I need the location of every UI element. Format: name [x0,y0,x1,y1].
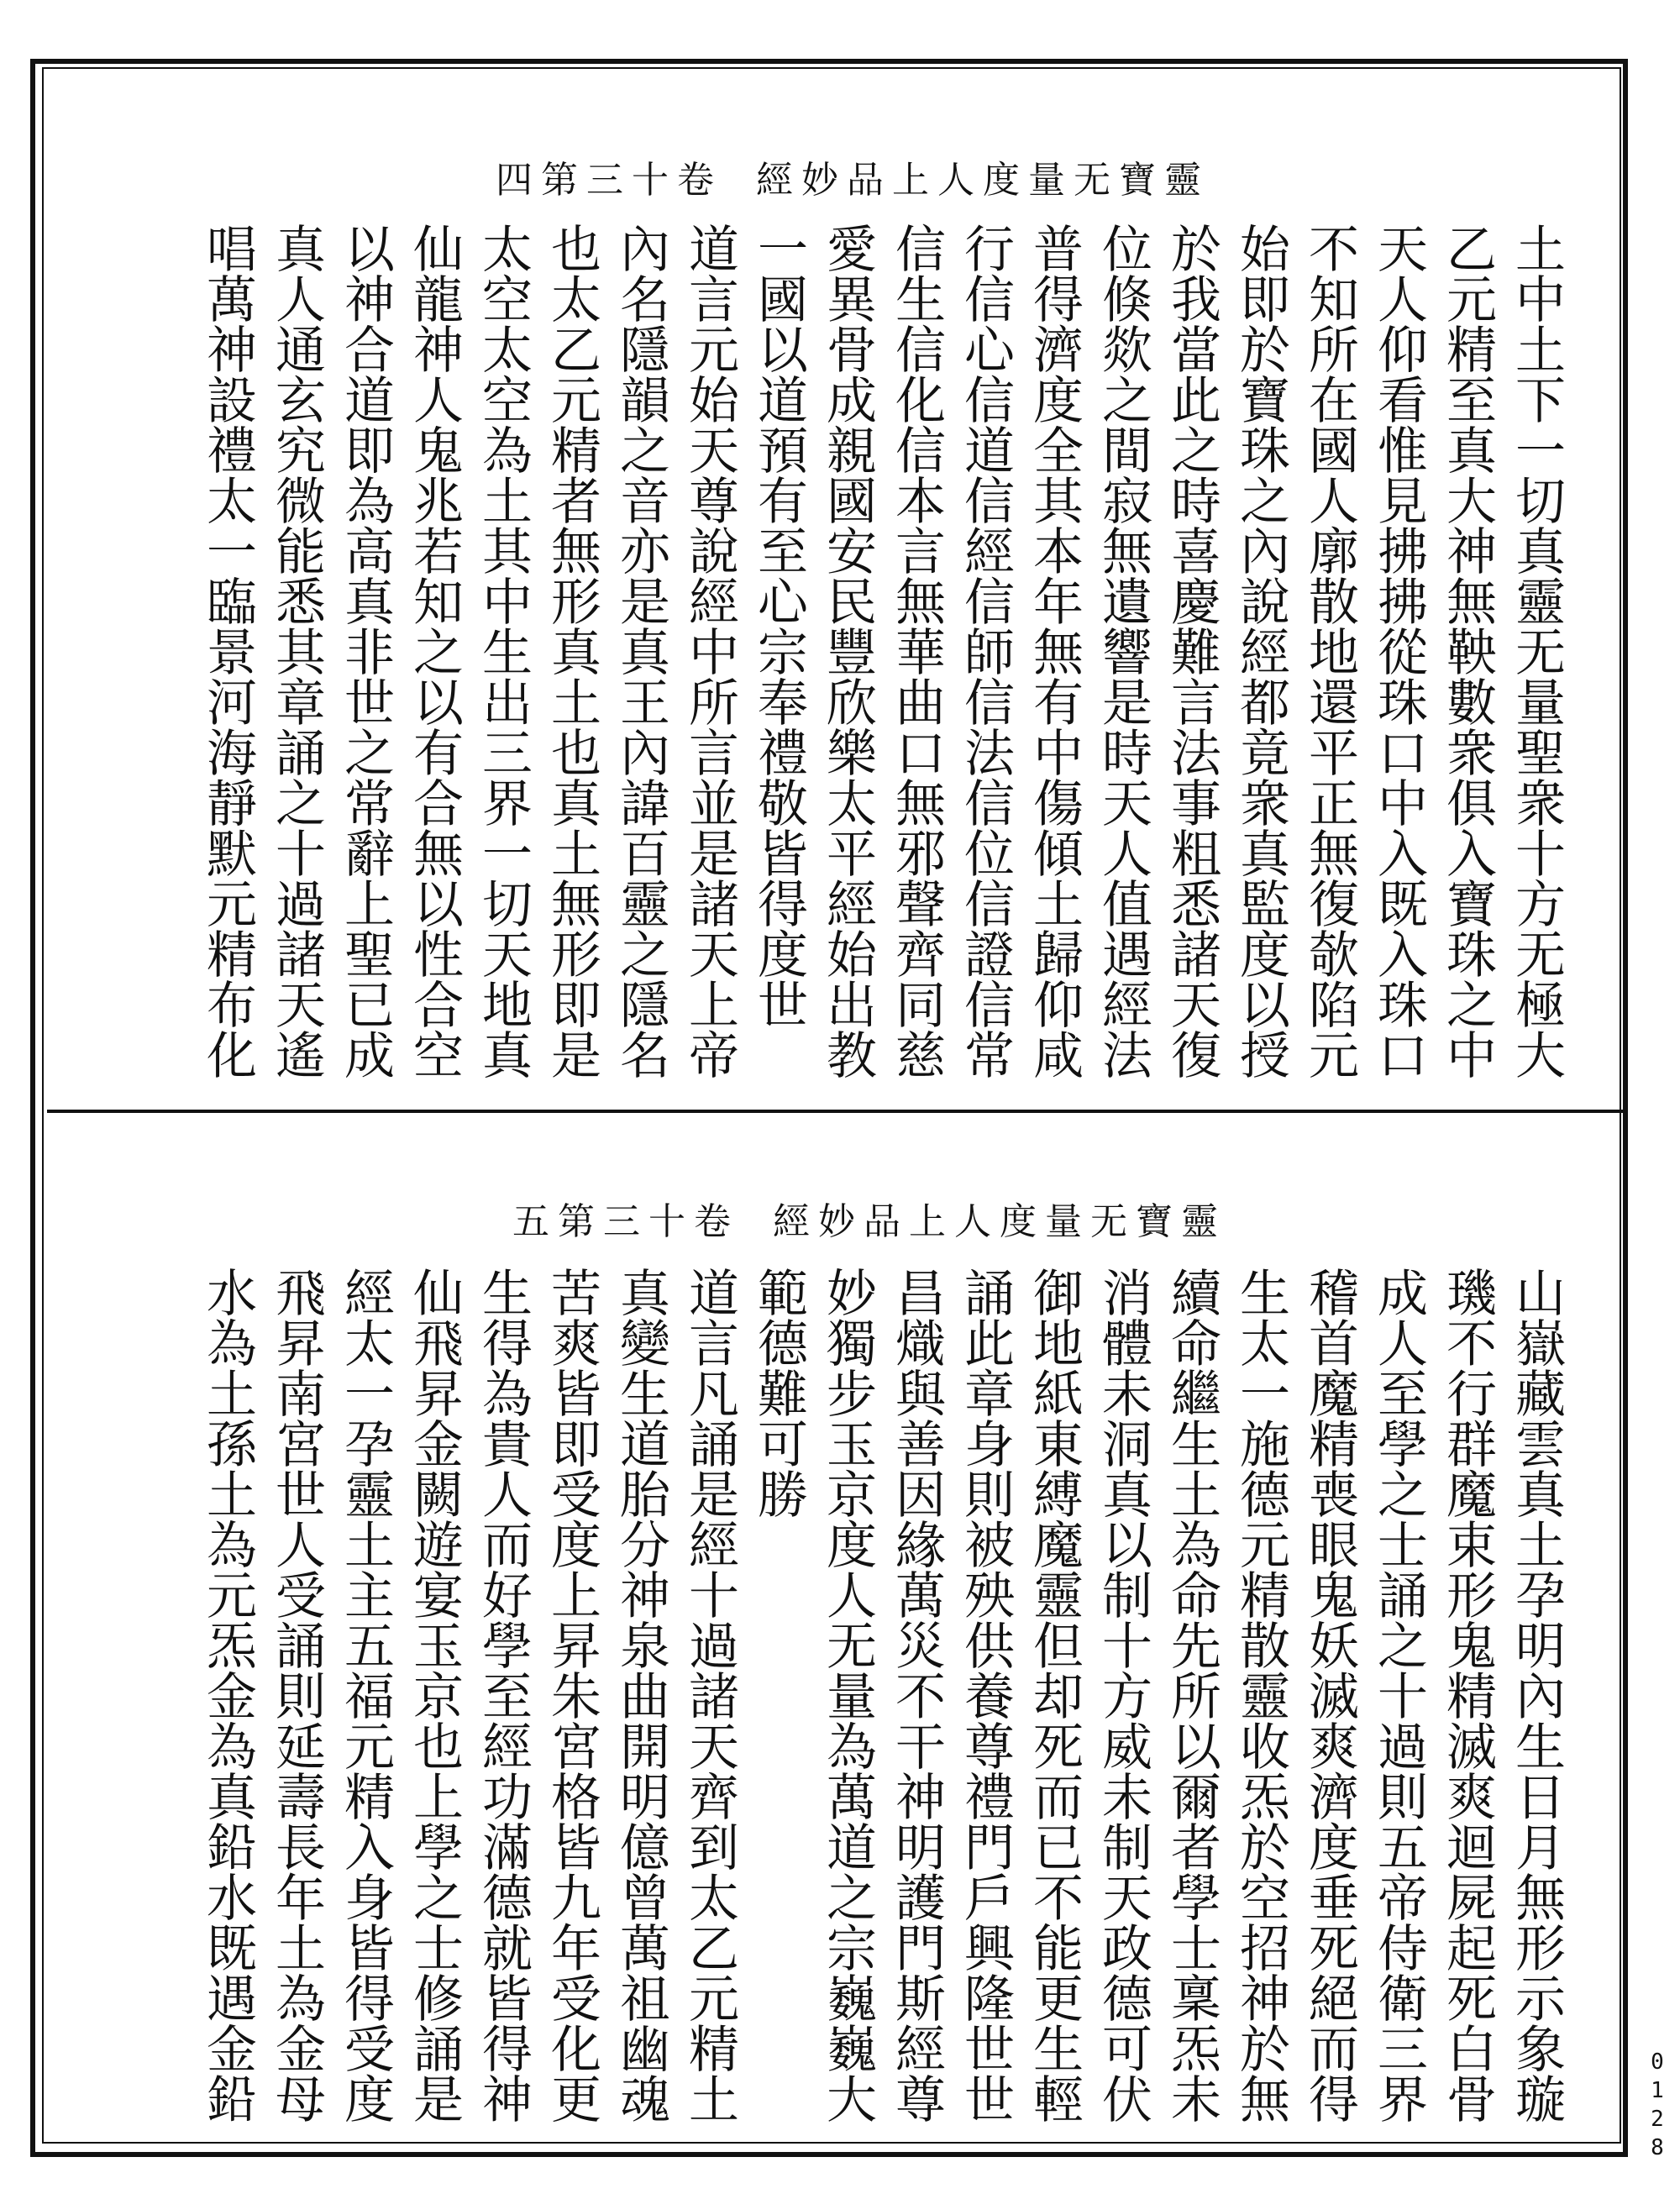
text-column: 一國以道預有至心宗奉禮敬皆得度世 [749,223,808,1029]
text-column: 道言凡誦是經十過諸天齊到太乙元精土 [680,1267,739,2123]
text-column: 太空太空為土其中生出三界一切天地真 [474,223,533,1079]
page-header [512,1191,1226,1245]
text-column: 真變生道胎分神泉曲開明億曾萬祖幽魂 [612,1267,670,2123]
text-column: 誦此章身則被殃供養尊禮門戶興隆世世 [956,1267,1015,2123]
text-column: 普得濟度全其本年無有中傷傾土歸仰咸 [1025,223,1084,1079]
text-column: 妙獨步玉京度人无量為萬道之宗巍巍大 [818,1267,877,2123]
page-divider [47,1110,1623,1113]
text-column: 昌熾與善因緣萬災不干神明護門斯經尊 [887,1267,946,2123]
text-column: 仙龍神人鬼兆若知之以有合無以性合空 [405,223,464,1079]
header-title: 靈寶无量度人上品妙經 [756,159,1210,202]
text-column: 仙飛昇金闕遊宴玉京也上學之士修誦是 [405,1267,464,2123]
text-column: 內名隱韻之音亦是真王內諱百靈之隱名 [612,223,670,1079]
text-column: 愛異骨成親國安民豐欣樂太平經始出教 [818,223,877,1079]
text-column: 不知所在國人廓散地還平正無復欹陷元 [1300,223,1359,1079]
text-column: 成人至學之士誦之十過則五帝侍衛三界 [1369,1267,1428,2123]
sheet-number: 0128 [1645,2049,1670,2164]
text-column: 位倏欻之間寂無遺響是時天人值遇經法 [1094,223,1152,1079]
text-column: 也太乙元精者無形真土也真土無形即是 [543,223,601,1079]
text-column: 續命繼生土為命先所以爾者學士稟炁未 [1163,1267,1221,2123]
text-column: 山嶽藏雲真土孕明內生日月無形示象璇 [1507,1267,1566,2123]
text-column: 信生信化信本言無華曲口無邪聲齊同慈 [887,223,946,1079]
text-column: 經太一孕靈土主五福元精入身皆得受度 [336,1267,395,2123]
text-column: 璣不行群魔束形鬼精滅爽迴屍起死白骨 [1438,1267,1497,2123]
text-column: 乙元精至真大神無鞅數衆俱入寶珠之中 [1438,223,1497,1079]
text-column: 土中土下一切真靈无量聖衆十方无極大 [1507,223,1566,1079]
text-column: 道言元始天尊說經中所言並是諸天上帝 [680,223,739,1079]
page-header [496,150,1210,203]
page-bottom [50,1115,1621,2147]
text-column: 天人仰看惟見拂拂從珠口中入既入珠口 [1369,223,1428,1079]
header-volume: 卷十三第五 [512,1200,739,1243]
text-column: 消體未洞真以制十方威未制天政德可伏 [1094,1267,1152,2123]
text-column: 始即於寶珠之內說經都竟衆真監度以授 [1231,223,1290,1079]
header-title: 靈寶无量度人上品妙經 [773,1200,1226,1243]
text-body [193,1267,1571,2123]
text-column: 苦爽皆即受度上昇朱宮格皆九年受化更 [543,1267,601,2123]
page-top [50,76,1621,1107]
header-volume: 卷十三第四 [496,159,722,202]
text-column: 真人通玄究微能悉其章誦之十過諸天遙 [267,223,326,1079]
text-column: 御地紙東縛魔靈但却死而已不能更生輕 [1025,1267,1084,2123]
text-column: 以神合道即為高真非世之常辭上聖已成 [336,223,395,1079]
text-column: 飛昇南宮世人受誦則延壽長年土為金母 [267,1267,326,2123]
text-column: 行信心信道信經信師信法信位信證信常 [956,223,1015,1079]
text-column: 於我當此之時喜慶難言法事粗悉諸天復 [1163,223,1221,1079]
text-column: 生得為貴人而好學至經功滿德就皆得神 [474,1267,533,2123]
text-column: 生太一施德元精散靈收炁於空招神於無 [1231,1267,1290,2123]
text-column: 唱萬神設禮太一臨景河海靜默元精布化 [198,223,257,1079]
text-column: 稽首魔精喪眼鬼妖滅爽濟度垂死絕而得 [1300,1267,1359,2123]
text-column: 範德難可勝 [749,1267,808,1519]
text-column: 水為土孫土為元炁金為真鉛水既遇金鉛 [198,1267,257,2123]
text-body [193,223,1571,1079]
